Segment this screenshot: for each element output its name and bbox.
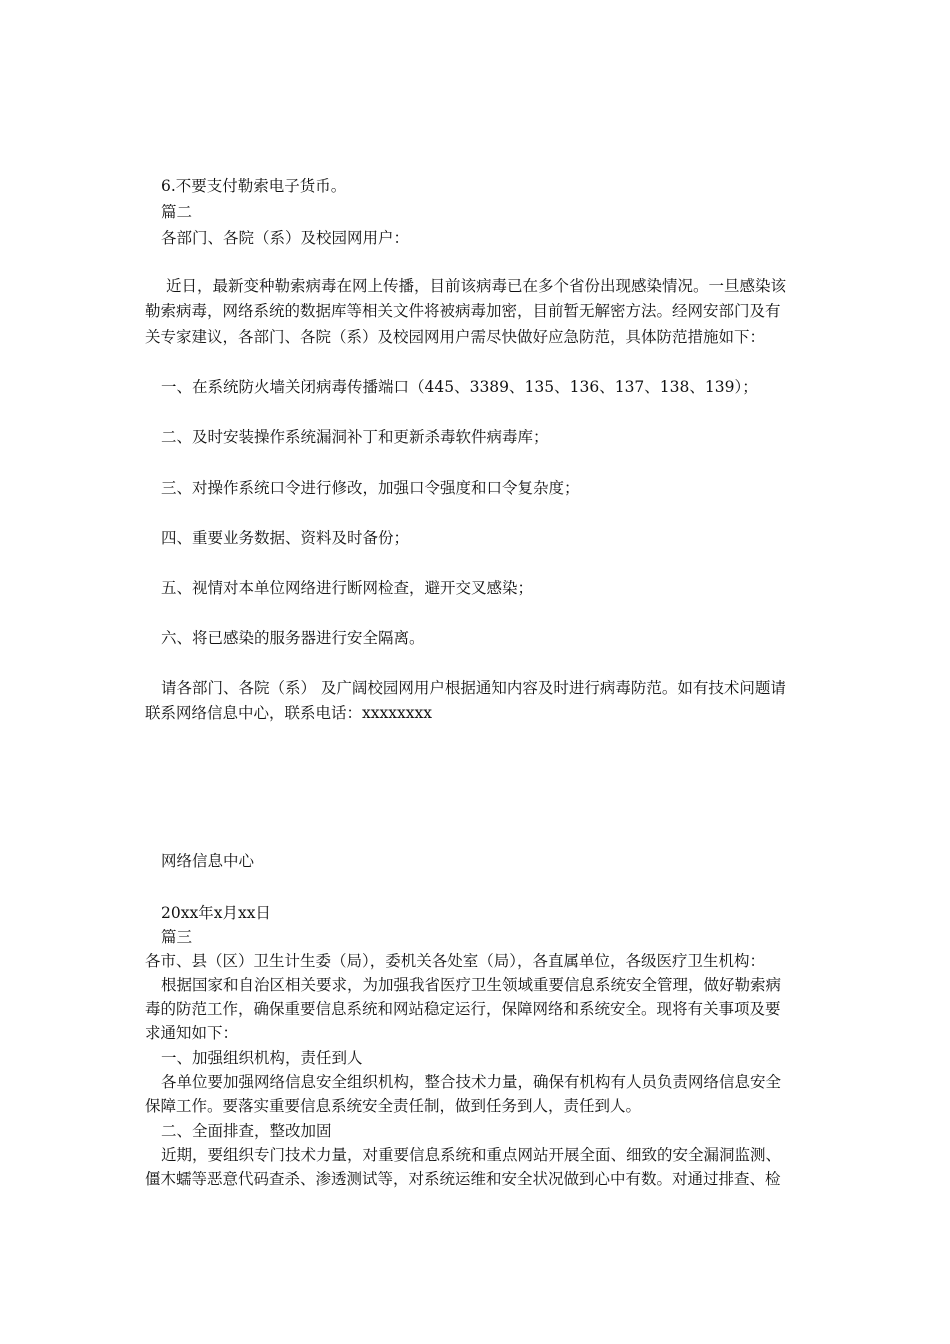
signature-org: 网络信息中心 bbox=[161, 852, 255, 870]
paragraph-line: 勒索病毒，网络系统的数据库等相关文件将被病毒加密，目前暂无解密方法。经网安部门及有 bbox=[145, 302, 781, 320]
paragraph-line: 根据国家和自治区相关要求，为加强我省医疗卫生领域重要信息系统安全管理，做好勒索病 bbox=[161, 976, 782, 994]
signature-date: 20xx年x月xx日 bbox=[161, 904, 271, 922]
salutation: 各市、县（区）卫生计生委（局），委机关各处室（局），各直属单位，各级医疗卫生机构： bbox=[145, 952, 766, 970]
measure-item-3: 三、对操作系统口令进行修改，加强口令强度和口令复杂度； bbox=[161, 479, 580, 497]
paragraph-line: 各单位要加强网络信息安全组织机构，整合技术力量，确保有机构有人员负责网络信息安全 bbox=[161, 1073, 782, 1091]
paragraph-line: 近期，要组织专门技术力量，对重要信息系统和重点网站开展全面、细致的安全漏洞监测、 bbox=[161, 1146, 782, 1164]
salutation: 各部门、各院（系）及校园网用户： bbox=[161, 229, 410, 247]
section-heading-part-2: 篇二 bbox=[161, 203, 193, 221]
closing-paragraph-line: 联系网络信息中心，联系电话：xxxxxxxx bbox=[145, 704, 432, 722]
paragraph-line: 近日，最新变种勒索病毒在网上传播，目前该病毒已在多个省份出现感染情况。一旦感染该 bbox=[166, 277, 787, 295]
measure-item-1: 一、在系统防火墙关闭病毒传播端口（445、3389、135、136、137、138、139）； bbox=[161, 378, 758, 396]
measure-item-4: 四、重要业务数据、资料及时备份； bbox=[161, 529, 410, 547]
subheading-2: 二、全面排查，整改加固 bbox=[161, 1122, 332, 1140]
paragraph-line: 关专家建议，各部门、各院（系）及校园网用户需尽快做好应急防范，具体防范措施如下： bbox=[145, 328, 766, 346]
list-item-6: 6.不要支付勒索电子货币。 bbox=[161, 177, 347, 195]
paragraph-line: 保障工作。要落实重要信息系统安全责任制，做到任务到人，责任到人。 bbox=[145, 1097, 642, 1115]
section-heading-part-3: 篇三 bbox=[161, 928, 193, 946]
measure-item-6: 六、将已感染的服务器进行安全隔离。 bbox=[161, 629, 425, 647]
measure-item-2: 二、及时安装操作系统漏洞补丁和更新杀毒软件病毒库； bbox=[161, 428, 549, 446]
closing-paragraph-line: 请各部门、各院（系） 及广阔校园网用户根据通知内容及时进行病毒防范。如有技术问题请 bbox=[161, 679, 786, 697]
measure-item-5: 五、视情对本单位网络进行断网检查，避开交叉感染； bbox=[161, 579, 534, 597]
paragraph-line: 僵木蠕等恶意代码查杀、渗透测试等，对系统运维和安全状况做到心中有数。对通过排查、检 bbox=[145, 1170, 781, 1188]
subheading-1: 一、加强组织机构，责任到人 bbox=[161, 1049, 363, 1067]
paragraph-line: 毒的防范工作，确保重要信息系统和网站稳定运行，保障网络和系统安全。现将有关事项及要 bbox=[145, 1000, 781, 1018]
paragraph-line: 求通知如下： bbox=[145, 1024, 239, 1042]
